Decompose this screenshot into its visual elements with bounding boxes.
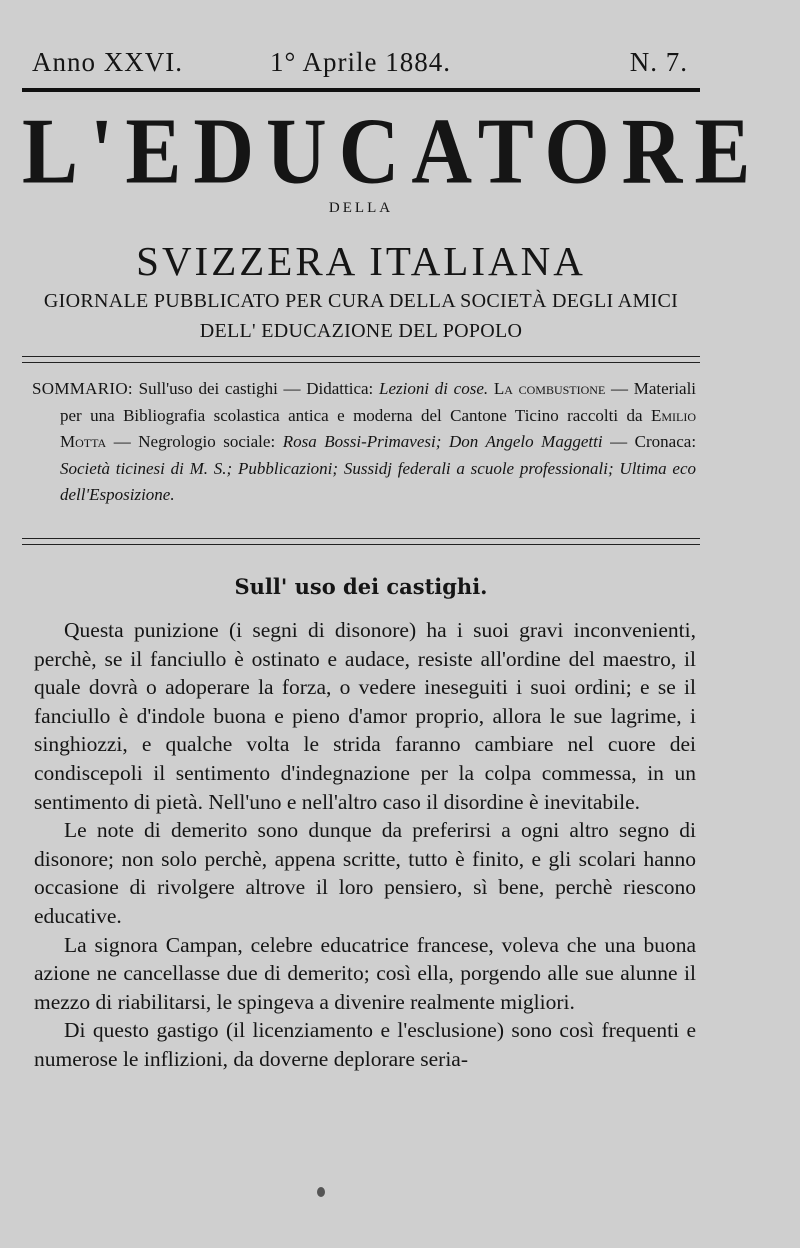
- sommario-text-7: Rosa Bossi-Primavesi; Don Angelo Maggetti: [282, 432, 603, 451]
- header-rule-top: [22, 356, 700, 357]
- description-line-2: DELL' EDUCAZIONE DEL POPOLO: [199, 320, 523, 342]
- issue-number: N. 7.: [629, 47, 688, 77]
- masthead: [30, 47, 688, 83]
- journal-description: [22, 286, 700, 346]
- sommario-rule-top: [22, 538, 700, 539]
- volume-label: Anno XXVI.: [32, 47, 183, 77]
- description-line-1: GIORNALE PUBBLICATO PER CURA DELLA SOCIETÀ DEGLI AMICI: [43, 290, 679, 312]
- article-paragraph-3: La signora Campan, celebre educatrice francese, voleva che una buona azione ne cancellasse due di demerito; così ella, porgendo alle sue alunne il mezzo di riabilitarsi, le spingeva a divenire realmente migliori.: [34, 932, 696, 1014]
- article-paragraph-4: Di questo gastigo (il licenziamento e l'esclusione) sono così frequenti e numerose le inflizioni, da doverne deplorare seria-: [34, 1018, 696, 1071]
- sommario-text-1: Sull'uso dei castighi — Didattica:: [138, 379, 374, 398]
- issue-date: 1° Aprile 1884.: [270, 47, 452, 77]
- article-paragraph-2: Le note di demerito sono dunque da preferirsi a ogni altro segno di disonore; non solo perchè, appena scritte, tutto è finito, e gli scolari hanno occasione di rivolgere altrove il loro pensiero, sì bene, perchè riescono educative.: [34, 818, 696, 928]
- masthead-rule: [22, 88, 700, 92]
- journal-title: L'EDUCATORE: [22, 99, 763, 204]
- table-of-contents: [32, 376, 697, 509]
- header-rule-bottom: [22, 362, 700, 363]
- sommario-text-3: La combustione: [493, 379, 606, 398]
- sommario-text-6: — Negrologio sociale:: [113, 432, 276, 451]
- article-body: [34, 616, 696, 1074]
- journal-subtitle: SVIZZERA ITALIANA: [136, 238, 586, 284]
- sommario-text-5: Emilio Motta: [60, 405, 696, 451]
- title-della: DELLA: [328, 200, 394, 216]
- sommario-text-8: — Cronaca:: [610, 432, 697, 451]
- sommario-text-9: Società ticinesi di M. S.; Pubblicazioni; Sussidj federali a scuole professionali; Ultima eco dell'Esposizione.: [60, 458, 696, 504]
- sommario-text-4: — Materiali per una Bibliografia scolastica antica e moderna del Cantone Ticino raccolti da: [60, 379, 697, 425]
- sommario-rule-bottom: [22, 544, 700, 545]
- article-paragraph-1: Questa punizione (i segni di disonore) ha i suoi gravi inconvenienti, perchè, se il fanciullo è ostinato e audace, resiste all'ordine del maestro, il quale dovrà o adoperare la forza, o vedere ineseguiti i suoi ordini; e se il fanciullo è d'indole buona e pieno d'amor proprio, allora le sue lagrime, i singhiozzi, e qualche volta le strida faranno cambiare nel cuore dei condiscepoli il sentimento d'indegnazione per la colpa commessa, in un sentimento di pietà. Nell'uno e nell'altro caso il disordine è inevitabile.: [34, 618, 696, 814]
- ink-smudge: [317, 1187, 325, 1197]
- article-title: Sull' uso dei castighi.: [234, 574, 488, 599]
- sommario-label: SOMMARIO:: [32, 379, 133, 398]
- sommario-text-2: Lezioni di cose.: [378, 379, 489, 398]
